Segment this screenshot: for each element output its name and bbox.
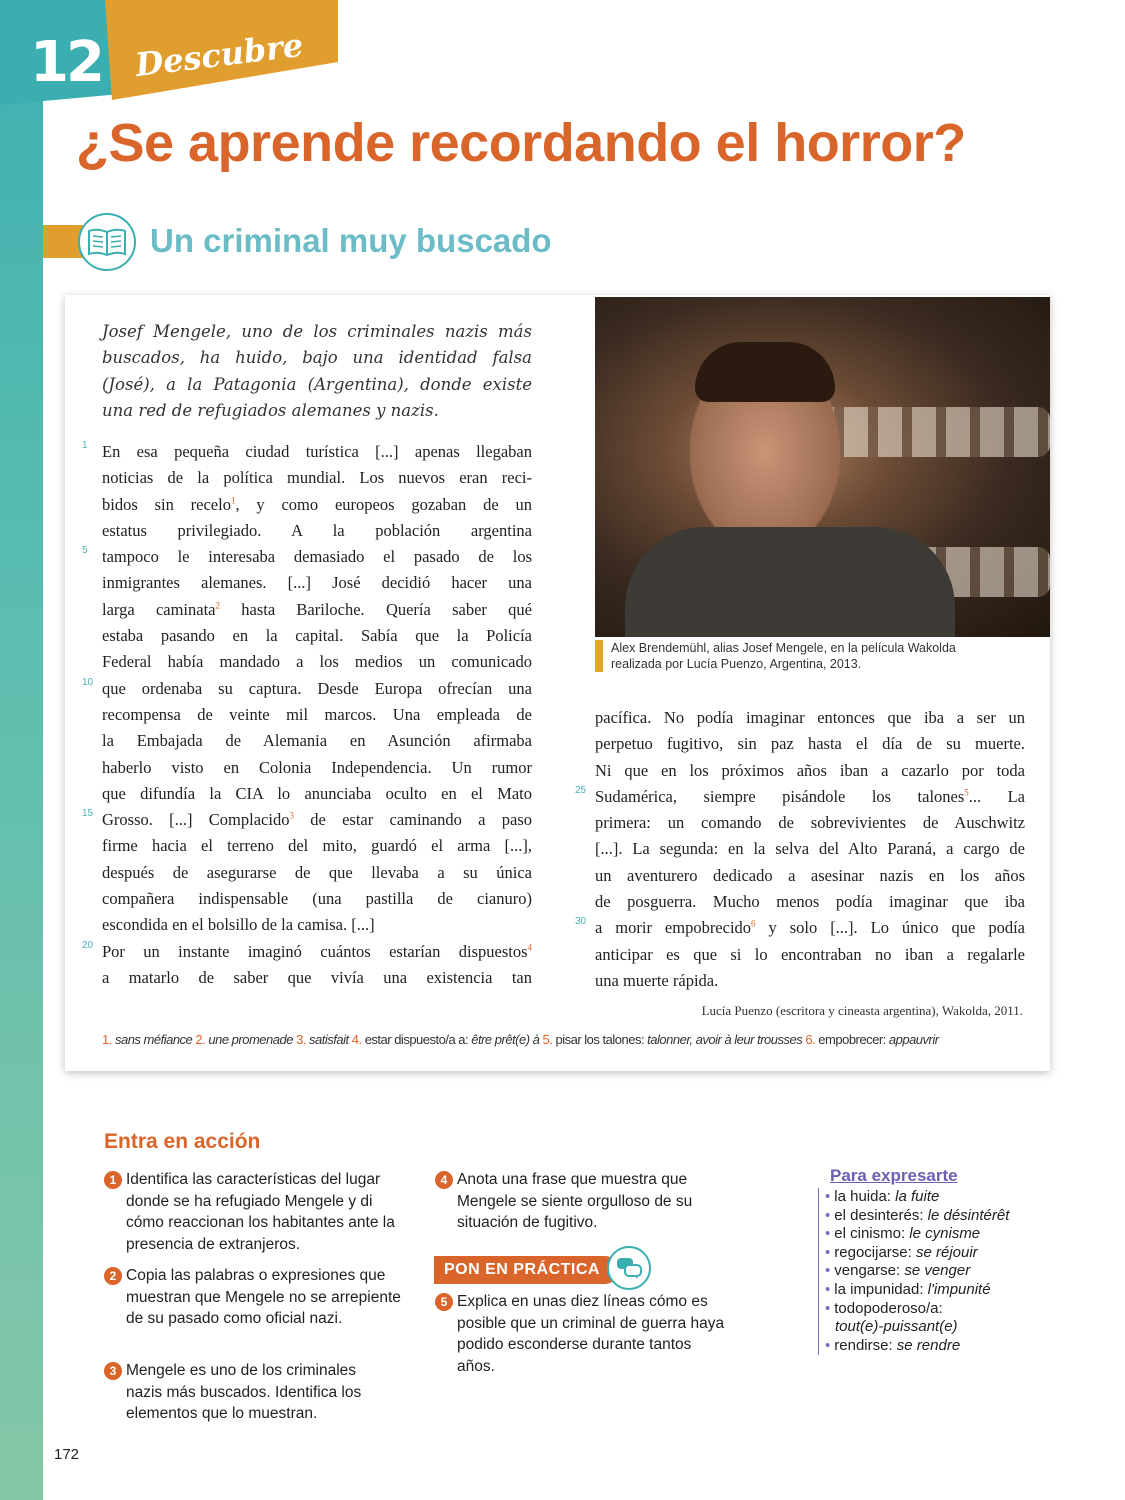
text-line: 10 que ordenaba su captura. Desde Europa ofrecían una bbox=[82, 676, 532, 698]
text-line: estatus privilegiado. A la población argentina bbox=[102, 520, 532, 540]
vocab-item: • regocijarse: se réjouir bbox=[825, 1244, 1048, 1263]
text-line: 20 Por un instante imaginó cuántos estarían dispuestos$^4$ bbox=[82, 939, 532, 961]
text-line: estaba pasando en la capital. Sabía que la Policía bbox=[102, 626, 532, 646]
man-hair bbox=[695, 342, 835, 402]
text-line: a matarlo de saber que vivía una existencia tan bbox=[102, 967, 532, 987]
footnote-ref: 3 bbox=[289, 810, 294, 821]
caption-line: Alex Brendemühl, alias Josef Mengele, en la película Wakolda bbox=[611, 641, 956, 655]
text-line: 30 a morir empobrecido$^6$ y solo [...]. Lo único que podía bbox=[575, 916, 1025, 938]
text-line: después de asegurarse de que llevaba a su única bbox=[102, 862, 532, 882]
text-line: noticias de la política mundial. Los nuevos eran reci- bbox=[102, 468, 532, 488]
activity-5 bbox=[440, 1291, 727, 1377]
line-number: 20 bbox=[82, 939, 94, 951]
man-coat bbox=[625, 527, 955, 637]
vocab-list bbox=[818, 1188, 1048, 1355]
vocab-item: • vengarse: se venger bbox=[825, 1262, 1048, 1281]
line-number: 5 bbox=[82, 545, 88, 557]
article-source: Lucía Puenzo (escritora y cineasta argentina), Wakolda, 2011. bbox=[701, 1003, 1023, 1018]
photo-caption bbox=[595, 640, 956, 672]
caption-line: realizada por Lucía Puenzo, Argentina, 2013. bbox=[611, 657, 862, 671]
line-number: 15 bbox=[82, 808, 94, 820]
text-line: un aventurero dedicado a asesinar nazis en los años bbox=[595, 865, 1025, 885]
article-right-column bbox=[575, 705, 1026, 994]
pon-en-practica-label: PON EN PRÁCTICA bbox=[434, 1256, 619, 1284]
text-line: 1 En esa pequeña ciudad turística [...] apenas llegaban bbox=[82, 440, 532, 461]
activity-2 bbox=[109, 1265, 411, 1330]
text-line: 5 tampoco le interesaba demasiado el pasado de los bbox=[82, 545, 532, 567]
text-line: larga caminata$^2$ hasta Bariloche. Quería saber qué bbox=[102, 599, 532, 619]
vocab-item: • la impunidad: l'impunité bbox=[825, 1281, 1048, 1300]
line-number: 30 bbox=[575, 916, 587, 928]
activity-3 bbox=[109, 1360, 386, 1425]
text-line: pacífica. No podía imaginar entonces que iba a ser un bbox=[595, 708, 1025, 727]
number-badge: 3 bbox=[104, 1362, 122, 1380]
text-line: Federal había mandado a los medios un comunicado bbox=[102, 652, 532, 672]
speech-bubbles-icon bbox=[607, 1246, 651, 1290]
activity-text: Mengele es uno de los criminales nazis más buscados. Identifica los elementos que lo muestran. bbox=[126, 1362, 362, 1422]
text-line: perpetuo fugitivo, sin paz hasta el día de su muerte. bbox=[595, 734, 1025, 754]
shelf-dolls bbox=[810, 407, 1050, 457]
text-line: de posguerra. Mucho menos podía imaginar que iba bbox=[595, 892, 1025, 912]
film-still-photo bbox=[595, 297, 1050, 637]
vocab-item-cont: tout(e)-puissant(e) bbox=[835, 1318, 958, 1336]
section-label: Descubre bbox=[133, 25, 306, 85]
footnote-ref: 2 bbox=[215, 600, 220, 611]
footnote: 6. empobrecer: appauvrir bbox=[805, 1032, 939, 1047]
line-number: 10 bbox=[82, 676, 94, 688]
footnote-ref: 4 bbox=[527, 942, 532, 953]
activity-4 bbox=[440, 1169, 722, 1234]
text-line: firme hacia el terreno del mito, guardó el arma [...], bbox=[102, 836, 532, 856]
text-line: que difundía la CIA lo anunciaba oculto en el Mato bbox=[102, 783, 532, 803]
footnote: 3. satisfait bbox=[296, 1032, 352, 1047]
text-line: Ni que en los próximos años iban a cazarlo por toda bbox=[595, 760, 1025, 780]
activities-title: Entra en acción bbox=[104, 1130, 261, 1153]
para-expresarte-box bbox=[818, 1166, 1048, 1355]
activity-text: Identifica las características del lugar donde se ha refugiado Mengele y di cómo reaccionan los habitantes ante la presencia de extranjeros. bbox=[126, 1171, 395, 1253]
activity-1 bbox=[109, 1169, 411, 1255]
number-badge: 5 bbox=[435, 1293, 453, 1311]
footnote: 4. estar dispuesto/a a: être prêt(e) à bbox=[351, 1032, 543, 1047]
footnotes bbox=[102, 1032, 939, 1047]
vocab-item: • el desinterés: le désintérêt bbox=[825, 1207, 1048, 1226]
vocab-item: • todopoderoso/a: bbox=[825, 1300, 1048, 1319]
footnote: 5. pisar los talones: talonner, avoir à leur trousses bbox=[542, 1032, 806, 1047]
text-line: haberlo visto en Colonia Independencia. Un rumor bbox=[102, 757, 532, 777]
text-line: bidos sin recelo$^1$, y como europeos gozaban de un bbox=[102, 494, 533, 514]
footnote: 1. sans méfiance bbox=[102, 1032, 196, 1047]
line-number: 25 bbox=[575, 784, 587, 796]
article-left-column bbox=[82, 439, 533, 991]
text-line: inmigrantes alemanes. [...] José decidió hacer una bbox=[102, 573, 532, 593]
page-title: ¿Se aprende recordando el horror? bbox=[76, 113, 966, 173]
number-badge: 4 bbox=[435, 1171, 453, 1189]
vocab-item: • la huida: la fuite bbox=[825, 1188, 1048, 1207]
number-badge: 1 bbox=[104, 1171, 122, 1189]
text-line: [...]. La segunda: en la selva del Alto Paraná, a cargo de bbox=[595, 839, 1025, 859]
activity-text: Explica en unas diez líneas cómo es posible que un criminal de guerra haya podido esconderse durante tantos años. bbox=[457, 1293, 725, 1375]
book-icon bbox=[78, 213, 136, 271]
number-badge: 2 bbox=[104, 1267, 122, 1285]
vocab-item: • el cinismo: le cynisme bbox=[825, 1225, 1048, 1244]
activity-text: Anota una frase que muestra que Mengele se siente orgulloso de su situación de fugitivo. bbox=[457, 1171, 693, 1231]
footnote-ref: 5 bbox=[964, 787, 969, 798]
footnote-ref: 1 bbox=[230, 495, 236, 506]
text-line: 15 Grosso. [...] Complacido$^3$ de estar caminando a paso bbox=[82, 808, 532, 830]
activity-text: Copia las palabras o expresiones que muestran que Mengele no se arrepiente de su pasado como oficial nazi. bbox=[126, 1267, 401, 1327]
text-line: recompensa de veinte mil marcos. Una empleada de bbox=[102, 704, 532, 724]
line-number: 1 bbox=[82, 440, 88, 451]
text-line: compañera indispensable (una pastilla de cianuro) bbox=[102, 889, 532, 909]
text-line: primera: un comando de sobrevivientes de Auschwitz bbox=[595, 813, 1025, 833]
text-line: la Embajada de Alemania en Asunción afirmaba bbox=[102, 731, 532, 751]
side-color-band bbox=[0, 0, 43, 1500]
footnote: 2. une promenade bbox=[195, 1032, 297, 1047]
chapter-number: 12 bbox=[30, 30, 102, 95]
article-intro: Josef Mengele, uno de los criminales nazis más buscados, ha huido, bajo una identidad falsa (José), a la Patagonia (Argentina), donde existe una red de refugiados alemanes y nazis. bbox=[102, 322, 532, 420]
text-line: 25 Sudamérica, siempre pisándole los talones$^5$... La bbox=[575, 784, 1026, 806]
para-expresarte-title: Para expresarte bbox=[830, 1166, 958, 1185]
text-line: una muerte rápida. bbox=[595, 970, 719, 990]
footnote-ref: 6 bbox=[751, 918, 756, 929]
text-line: escondida en el bolsillo de la camisa. [...] bbox=[102, 915, 375, 935]
text-line: anticipar es que si lo encontraban no iban a regalarle bbox=[595, 944, 1025, 964]
section-title: Un criminal muy buscado bbox=[150, 222, 552, 259]
page-number: 172 bbox=[54, 1446, 80, 1463]
vocab-item: • rendirse: se rendre bbox=[825, 1337, 1048, 1356]
